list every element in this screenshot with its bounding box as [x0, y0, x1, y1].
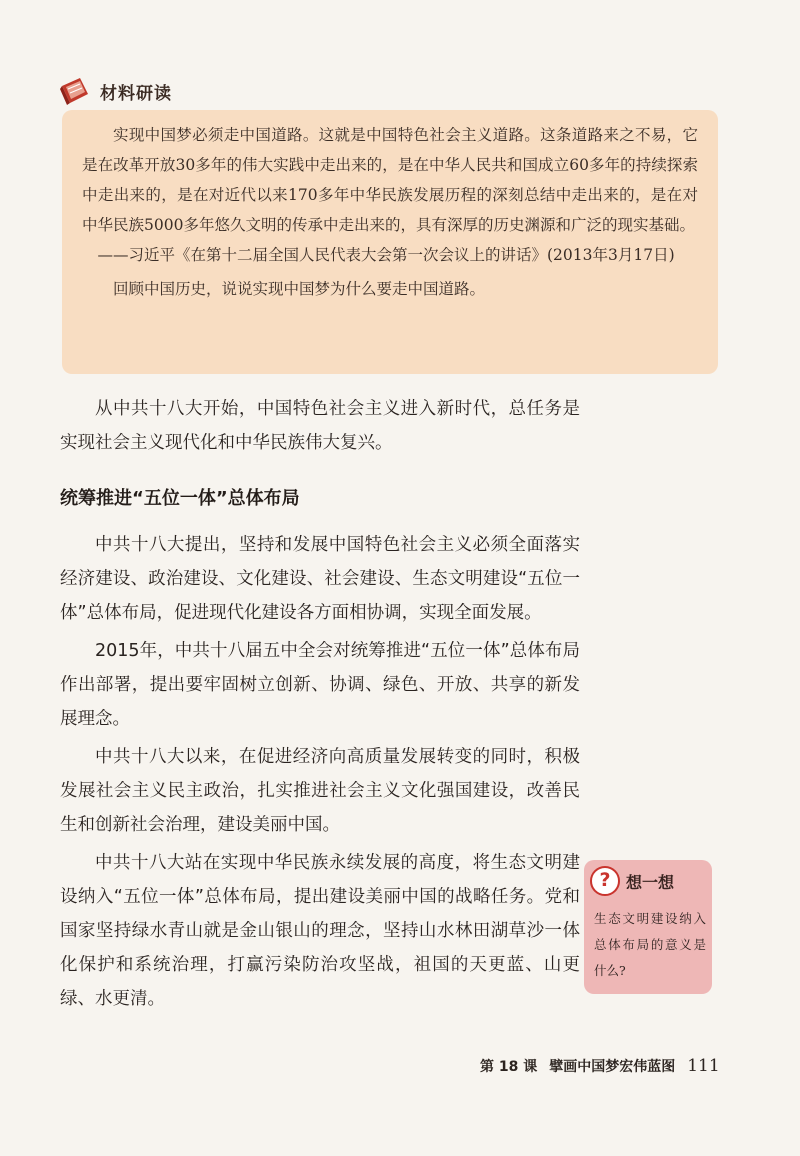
page-footer [480, 1056, 720, 1076]
think-question [594, 906, 706, 984]
question-mark-icon: ? [590, 866, 620, 896]
lesson-title: 擘画中国梦宏伟蓝图 [549, 1059, 676, 1075]
intro-paragraph: 从中共十八大开始，中国特色社会主义进入新时代，总任务是实现社会主义现代化和中华民族伟大复兴。 [60, 399, 580, 453]
intro-block [60, 392, 580, 464]
lesson-number: 第 18 课 [480, 1059, 538, 1075]
think-question-text: 生态文明建设纳入总体布局的意义是什么? [594, 911, 706, 978]
material-quote: 实现中国梦必须走中国道路。这就是中国特色社会主义道路。这条道路来之不易，它是在改革开放30多年的伟大实践中走出来的，是在中华人民共和国成立60多年的持续探索中走出来的，是在对近代以来170多年中华民族发展历程的深刻总结中走出来的，是在对中华民族5000多年悠久文明的传承中走出来的，具有深厚的历史渊源和广泛的现实基础。 [82, 126, 698, 234]
material-question: 回顾中国历史，说说实现中国梦为什么要走中国道路。 [113, 280, 486, 298]
material-reading-box [62, 110, 718, 374]
think-box [584, 860, 712, 994]
material-source: ——习近平《在第十二届全国人民代表大会第一次会议上的讲话》(2013年3月17日) [97, 246, 675, 264]
section-title: 统筹推进“五位一体”总体布局 [60, 488, 300, 509]
material-reading-title: 材料研读 [100, 83, 172, 104]
body-paragraph: 中共十八大站在实现中华民族永续发展的高度，将生态文明建设纳入“五位一体”总体布局，提出建设美丽中国的战略任务。党和国家坚持绿水青山就是金山银山的理念，坚持山水林田湖草沙一体化保护和系统治理，打赢污染防治攻坚战，祖国的天更蓝、山更绿、水更清。 [60, 853, 580, 1009]
book-icon [58, 76, 92, 106]
body-paragraph: 2015年，中共十八届五中全会对统筹推进“五位一体”总体布局作出部署，提出要牢固树立创新、协调、绿色、开放、共享的新发展理念。 [60, 641, 580, 729]
body-paragraph: 中共十八大提出，坚持和发展中国特色社会主义必须全面落实经济建设、政治建设、文化建设、社会建设、生态文明建设“五位一体”总体布局，促进现代化建设各方面相协调，实现全面发展。 [60, 535, 580, 623]
section-body [60, 528, 580, 1020]
page-number: 111 [687, 1056, 720, 1076]
think-title: 想一想 [626, 873, 675, 892]
material-reading-header [58, 74, 172, 108]
body-paragraph: 中共十八大以来，在促进经济向高质量发展转变的同时，积极发展社会主义民主政治，扎实推进社会主义文化强国建设，改善民生和创新社会治理，建设美丽中国。 [60, 747, 580, 835]
